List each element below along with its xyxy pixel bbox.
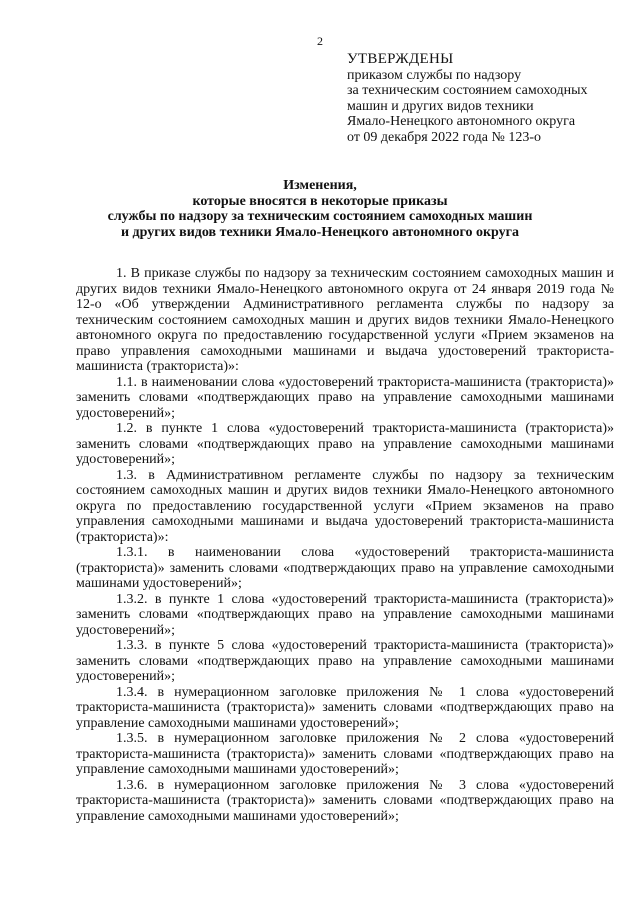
paragraph-1-3-1: 1.3.1. в наименовании слова «удостоверений тракториста-машиниста (тракториста)» заменить словами «подтверждающих право на управление самоходными машинами удостоверений»; (76, 545, 614, 591)
paragraph-1-3-4: 1.3.4. в нумерационном заголовке приложения № 1 слова «удостоверений тракториста-машиниста (тракториста)» заменить словами «подтверждающих право на управление самоходными машинами удостоверений»; (76, 684, 614, 731)
paragraph-1-3-2: 1.3.2. в пункте 1 слова «удостоверений тракториста-машиниста (тракториста)» заменить словами «подтверждающих право на управление самоходными машинами удостоверений»; (76, 591, 614, 638)
approval-line: приказом службы по надзору (347, 67, 522, 83)
approval-block (347, 52, 627, 145)
paragraph-1-1: 1.1. в наименовании слова «удостоверений тракториста-машиниста (тракториста)» заменить словами «подтверждающих право на управление самоходными машинами удостоверений»; (76, 374, 614, 421)
paragraph-1-3-3: 1.3.3. в пункте 5 слова «удостоверений тракториста-машиниста (тракториста)» заменить словами «подтверждающих право на управление самоходными машинами удостоверений»; (76, 638, 614, 684)
paragraph-1-3-6: 1.3.6. в нумерационном заголовке приложения № 3 слова «удостоверений тракториста-машиниста (тракториста)» заменить словами «подтверждающих право на управление самоходными машинами удостоверений»; (76, 777, 614, 824)
paragraph-1-3-5: 1.3.5. в нумерационном заголовке приложения № 2 слова «удостоверений тракториста-машиниста (тракториста)» заменить словами «подтверждающих право на управление самоходными машинами удостоверений»; (76, 731, 614, 777)
approval-line: Ямало-Ненецкого автономного округа (347, 114, 576, 129)
title-line: которые вносятся в некоторые приказы (192, 193, 448, 209)
approval-line: машин и других видов техники (347, 98, 534, 114)
title-line: Изменения, (283, 178, 357, 193)
page-number: 2 (317, 34, 323, 48)
title-line: службы по надзору за техническим состоянием самоходных машин (107, 209, 533, 224)
paragraph-1: 1. В приказе службы по надзору за техническим состоянием самоходных машин и других видов техники Ямало-Ненецкого автономного округа от 24 января 2019 года № 12-о «Об утверждении Административного регламента службы по надзору за техническим состоянием самоходных машин и других видов техники Ямало-Ненецкого автономного округа по предоставлению государственной услуги «Прием экзаменов на право управления самоходными машинами и выдача удостоверений тракториста-машиниста (тракториста)»: (76, 266, 614, 374)
paragraph-1-3: 1.3. в Административном регламенте службы по надзору за техническим состоянием самоходных машин и других видов техники Ямало-Ненецкого автономного округа по предоставлению государственной услуги «Прием экзаменов на право управления самоходными машинами и выдача удостоверений тракториста-машиниста (тракториста)»: (76, 467, 614, 545)
title-line: и других видов техники Ямало-Ненецкого автономного округа (120, 224, 520, 240)
approval-line: от 09 декабря 2022 года № 123-о (347, 129, 541, 145)
approval-stamp: УТВЕРЖДЕНЫ (347, 51, 454, 67)
document-body (76, 266, 614, 824)
approval-line: за техническим состоянием самоходных (347, 83, 588, 98)
paragraph-1-2: 1.2. в пункте 1 слова «удостоверений тракториста-машиниста (тракториста)» заменить словами «подтверждающих право на управление самоходными машинами удостоверений»; (76, 421, 614, 467)
document-title (60, 178, 580, 240)
